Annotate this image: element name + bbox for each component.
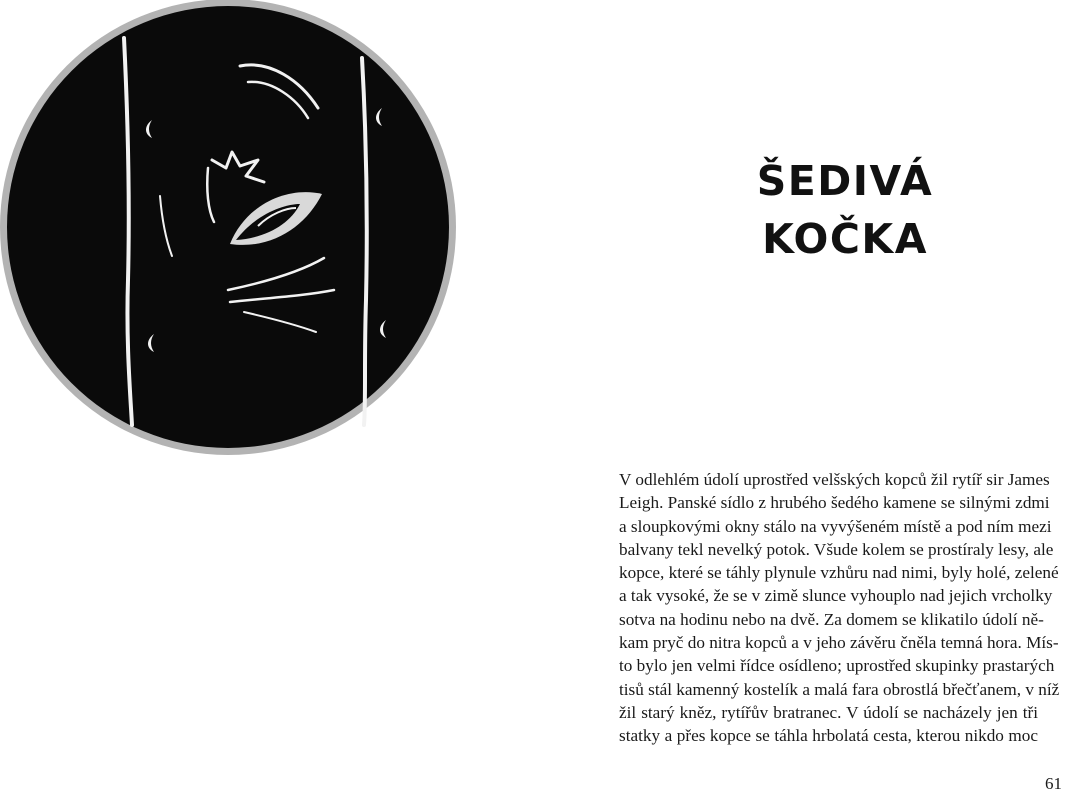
text-line: a sloupkovými okny stálo na vyvýšeném místě a pod ním mezi [619,516,1052,536]
text-line: kopce, které se táhly plynule vzhůru nad nimi, byly holé, zelené [619,563,1059,583]
page-number: 61 [1045,774,1062,793]
text-line: a tak vysoké, že se v zimě slunce vyhouplo nad jejich vrcholky [619,586,1053,606]
text-line: tisů stál kamenný kostelík a malá fara obrostlá břečťanem, v níž [619,679,1060,699]
chapter-illustration [0,0,460,460]
illustration-disc [7,6,449,448]
text-line: to bylo jen velmi řídce osídleno; uprostřed skupinky prastarých [619,656,1055,676]
text-line: balvany tekl nevelký potok. Všude kolem se prostíraly lesy, ale [619,539,1054,559]
text-line: kam pryč do nitra kopců a v jeho závěru čněla temná hora. Mís- [619,633,1059,653]
chapter-title-line: ŠEDIVÁ [756,157,934,205]
chapter-title-line: KOČKA [762,215,928,263]
text-line: Leigh. Panské sídlo z hrubého šedého kamene se silnými zdmi [619,493,1050,513]
chapter-body-paragraph [619,468,1060,748]
text-line: statky a přes kopce se táhla hrbolatá cesta, kterou nikdo moc [619,726,1038,746]
text-line: sotva na hodinu nebo na dvě. Za domem se klikatilo údolí ně- [619,609,1044,629]
text-line: V odlehlém údolí uprostřed velšských kopců žil rytíř sir James [619,470,1050,489]
chapter-title [700,152,990,268]
cat-eye-illustration [0,0,460,460]
text-line: žil starý kněz, rytířův bratranec. V údolí se nacházely jen tři [619,702,1038,722]
